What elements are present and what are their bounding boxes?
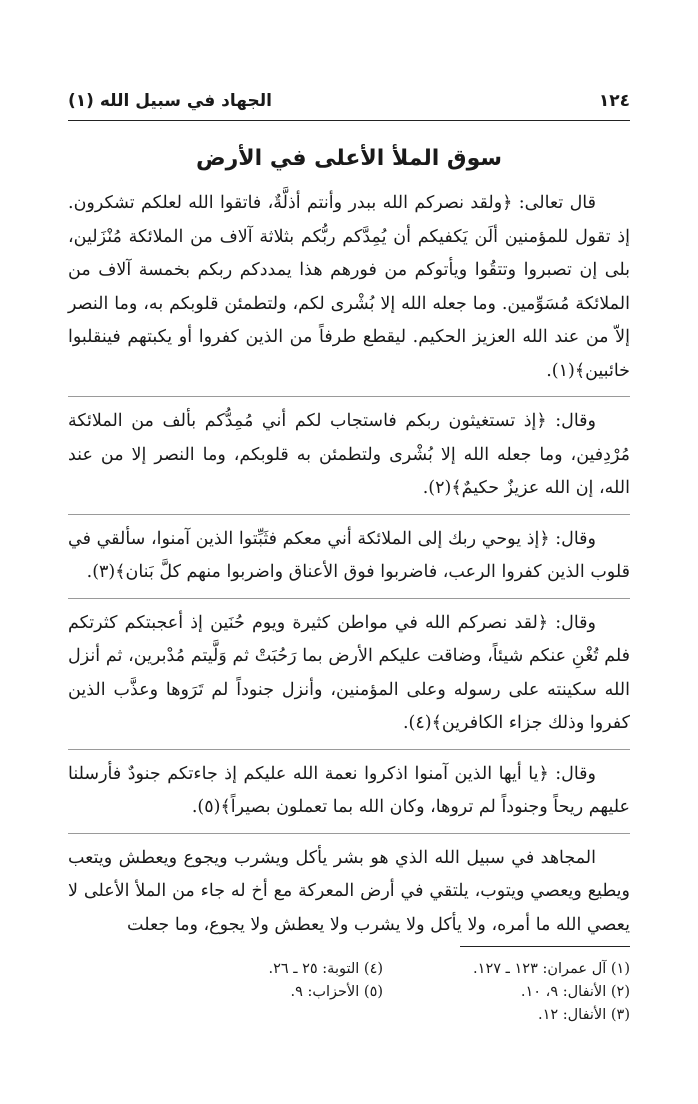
running-title: الجهاد في سبيل الله (١)	[68, 91, 272, 111]
paragraph-divider	[68, 396, 630, 397]
section-title: سوق الملأ الأعلى في الأرض	[195, 146, 503, 171]
paragraph-divider	[68, 833, 630, 834]
paragraph-divider	[68, 749, 630, 750]
footnote-divider	[460, 946, 630, 947]
footnote: (٤) التوبة: ٢٥ ـ ٢٦.	[268, 961, 384, 977]
footnote: (٥) الأحزاب: ٩.	[290, 984, 384, 1000]
footnotes	[68, 958, 630, 1027]
body-text	[68, 187, 630, 942]
footnote: (٢) الأنفال: ٩، ١٠.	[520, 984, 630, 1000]
footnote-column-right	[473, 958, 630, 1027]
paragraph: المجاهد في سبيل الله الذي هو بشر يأكل ويشرب ويجوع ويعطش ويتعب ويطيع ويعصي ويتوب، يلتقي في أرض المعركة مع أخ له جاء من الملأ الأعلى لا يعصي الله ما أمره، ولا يأكل ولا يشرب ولا يعطش ولا يجوع، وما جعلت	[68, 847, 630, 935]
paragraph-divider	[68, 514, 630, 515]
running-header	[68, 86, 630, 116]
paragraph: وقال: ﴿يا أيها الذين آمنوا اذكروا نعمة الله عليكم إذ جاءتكم جنودٌ فأرسلنا عليهم ريحاً وجنوداً لم تروها، وكان الله بما تعملون بصيراً﴾(٥).	[68, 763, 630, 817]
header-divider	[68, 120, 630, 121]
paragraph: وقال: ﴿إذ تستغيثون ربكم فاستجاب لكم أني مُمِدُّكم بألف من الملائكة مُرْدِفين، وما جعله الله إلا بُشْرى ولتطمئن به قلوبكم، وما النصر إلا من عند الله، إن الله عزيزٌ حكيمٌ﴾(٢).	[68, 411, 630, 498]
paragraph: وقال: ﴿إذ يوحي ربك إلى الملائكة أني معكم فثَبِّتوا الذين آمنوا، سألقي في قلوب الذين كفروا الرعب، فاضربوا فوق الأعناق واضربوا منهم كلَّ بَنان﴾(٣).	[68, 528, 630, 582]
page-number: ١٢٤	[598, 91, 630, 111]
paragraph: قال تعالى: ﴿ولقد نصركم الله ببدر وأنتم أذلَّةٌ، فاتقوا الله لعلكم تشكرون. إذ تقول للمؤمنين ألَن يَكفيكم أن يُمِدَّكم ربُّكم بثلاثة آلاف من الملائكة مُنْزَلين، بلى إن تصبروا وتتقُوا ويأتوكم من فورهم هذا يمددكم ربكم بخمسة آلاف من الملائكة مُسَوِّمين. وما جعله الله إلا بُشْرى لكم، ولتطمئن قلوبكم به، وما النصر إلاّ من عند الله العزيز الحكيم. ليقطع طرفاً من الذين كفروا أو يكبتهم فينقلبوا خائبين﴾(١).	[68, 193, 630, 381]
footnote: (١) آل عمران: ١٢٣ ـ ١٢٧.	[473, 961, 630, 977]
paragraph: وقال: ﴿لقد نصركم الله في مواطن كثيرة ويوم حُنَين إذ أعجبتكم كثرتكم فلم تُغْنِ عنكم شيئاً، وضاقت عليكم الأرض بما رَحُبَتْ ثم وَلَّيتم مُدْبرين، ثم أنزل الله سكينته على رسوله وعلى المؤمنين، وأنزل جنوداً لم تَرَوها وعذَّب الذين كفروا وذلك جزاء الكافرين﴾(٤).	[68, 612, 630, 733]
footnote: (٣) الأنفال: ١٢.	[537, 1007, 630, 1023]
paragraph-divider	[68, 598, 630, 599]
footnote-column-left	[268, 958, 383, 1027]
